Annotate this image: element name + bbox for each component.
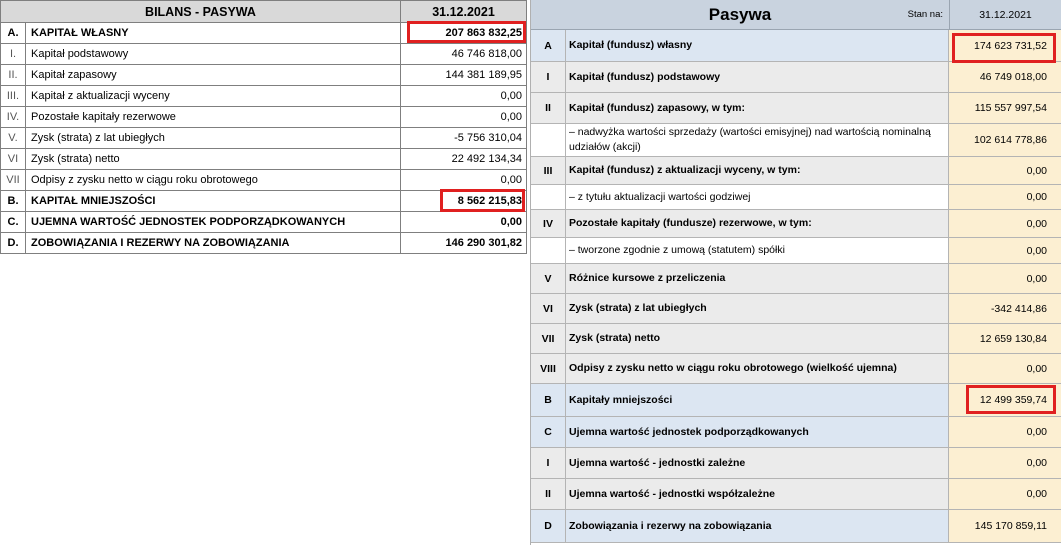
left-row-label: UJEMNA WARTOŚĆ JEDNOSTEK PODPORZĄDKOWANYCH: [26, 212, 401, 232]
right-row: [531, 238, 1061, 264]
right-row: [531, 294, 1061, 324]
left-row-label: ZOBOWIĄZANIA I REZERWY NA ZOBOWIĄZANIA: [26, 233, 401, 253]
right-header-title-cell: [531, 0, 949, 29]
right-row-value: 0,00: [949, 157, 1061, 184]
right-row-number: VI: [531, 294, 566, 323]
left-row-number: VI: [1, 149, 26, 169]
right-row-value: 115 557 997,54: [949, 93, 1061, 123]
right-row-number: V: [531, 264, 566, 293]
right-row: [531, 510, 1061, 543]
right-row: [531, 185, 1061, 210]
right-row-label: Odpisy z zysku netto w ciągu roku obrotowego (wielkość ujemna): [566, 354, 949, 383]
right-row: [531, 417, 1061, 448]
right-row-label: Kapitały mniejszości: [566, 384, 949, 416]
left-row-value: -5 756 310,04: [454, 132, 522, 144]
right-row: [531, 157, 1061, 185]
right-header-row: [531, 0, 1061, 30]
left-row: [1, 65, 526, 86]
left-header-title: BILANS - PASYWA: [1, 1, 401, 22]
right-row-number: C: [531, 417, 566, 447]
right-row-value: 0,00: [949, 354, 1061, 383]
left-header-date: 31.12.2021: [432, 4, 495, 19]
left-row: [1, 86, 526, 107]
left-row: [1, 149, 526, 170]
left-row-value: 144 381 189,95: [445, 69, 522, 81]
left-row-value: 22 492 134,34: [451, 153, 522, 165]
left-row-value: 146 290 301,82: [445, 237, 522, 249]
right-row-value: 0,00: [949, 264, 1061, 293]
right-row-value: 46 749 018,00: [949, 62, 1061, 92]
right-row-value: 12 659 130,84: [949, 324, 1061, 353]
left-row-label: Zysk (strata) netto: [26, 149, 401, 169]
right-row-number: VIII: [531, 354, 566, 383]
right-row-number: III: [531, 157, 566, 184]
right-row-number: VII: [531, 324, 566, 353]
right-row: [531, 62, 1061, 93]
left-row-number: I.: [1, 44, 26, 64]
highlight-left-kapital-mniejszosci: [440, 189, 525, 212]
right-row-label: Kapitał (fundusz) z aktualizacji wyceny, w tym:: [566, 157, 949, 184]
left-row-value: 0,00: [500, 90, 522, 102]
right-row-number: [531, 238, 566, 263]
left-row: [1, 107, 526, 128]
left-row-label: Kapitał z aktualizacji wyceny: [26, 86, 401, 106]
stan-na-label: Stan na:: [907, 9, 943, 20]
left-row-label: KAPITAŁ MNIEJSZOŚCI: [26, 191, 401, 211]
left-header-row: [1, 1, 526, 23]
highlight-right-kapitaly-mniejszosci: [966, 385, 1056, 414]
right-header-title: Pasywa: [708, 4, 772, 24]
right-row: [531, 264, 1061, 294]
highlight-right-kapital-wlasny: [952, 33, 1056, 63]
right-row: [531, 448, 1061, 479]
right-row: [531, 479, 1061, 510]
right-header-date: 31.12.2021: [949, 0, 1061, 29]
left-row-number: III.: [1, 86, 26, 106]
right-row-label: Zobowiązania i rezerwy na zobowiązania: [566, 510, 949, 542]
right-row-label: – nadwyżka wartości sprzedaży (wartości emisyjnej) nad wartością nominalną udziałów (akcji): [566, 124, 949, 156]
left-row: [1, 212, 526, 233]
left-row-label: Pozostałe kapitały rezerwowe: [26, 107, 401, 127]
right-row-number: [531, 124, 566, 156]
right-row-label: Kapitał (fundusz) podstawowy: [566, 62, 949, 92]
right-row: [531, 354, 1061, 384]
left-row-value: 8 562 215,83: [457, 195, 522, 207]
right-row-value: -342 414,86: [949, 294, 1061, 323]
right-row-number: I: [531, 448, 566, 478]
right-row: [531, 93, 1061, 124]
left-row-value: 207 863 832,25: [445, 27, 522, 39]
right-row-value: 102 614 778,86: [949, 124, 1061, 156]
left-row: [1, 170, 526, 191]
highlight-left-kapital-wlasny: [407, 21, 526, 43]
right-balance-table: [530, 0, 1061, 545]
left-row-value: 0,00: [500, 216, 522, 228]
right-row-value: 145 170 859,11: [949, 510, 1061, 542]
right-row-number: II: [531, 479, 566, 509]
right-row-value: 174 623 731,52: [949, 30, 1061, 61]
left-row-number: B.: [1, 191, 26, 211]
right-row-number: IV: [531, 210, 566, 237]
left-row-number: A.: [1, 23, 26, 43]
right-row-label: – z tytułu aktualizacji wartości godziwej: [566, 185, 949, 209]
right-row-value: 0,00: [949, 238, 1061, 263]
right-row-number: D: [531, 510, 566, 542]
right-row-label: Ujemna wartość - jednostki współzależne: [566, 479, 949, 509]
left-row-value: 0,00: [500, 174, 522, 186]
right-row-value: 0,00: [949, 479, 1061, 509]
left-row: [1, 44, 526, 65]
right-row-label: Pozostałe kapitały (fundusze) rezerwowe, w tym:: [566, 210, 949, 237]
left-row: [1, 233, 526, 254]
right-row-value: 12 499 359,74: [949, 384, 1061, 416]
right-row-number: I: [531, 62, 566, 92]
left-row-number: D.: [1, 233, 26, 253]
right-row-label: Zysk (strata) z lat ubiegłych: [566, 294, 949, 323]
left-row-number: VII: [1, 170, 26, 190]
left-row-label: Zysk (strata) z lat ubiegłych: [26, 128, 401, 148]
right-row-number: B: [531, 384, 566, 416]
left-row-label: Odpisy z zysku netto w ciągu roku obrotowego: [26, 170, 401, 190]
right-row-label: Kapitał (fundusz) zapasowy, w tym:: [566, 93, 949, 123]
left-row-number: IV.: [1, 107, 26, 127]
left-row-label: Kapitał podstawowy: [26, 44, 401, 64]
right-row-value: 0,00: [949, 210, 1061, 237]
right-row-number: A: [531, 30, 566, 61]
right-row-label: Ujemna wartość - jednostki zależne: [566, 448, 949, 478]
right-row: [531, 210, 1061, 238]
right-row-label: Kapitał (fundusz) własny: [566, 30, 949, 61]
right-row-value: 0,00: [949, 417, 1061, 447]
right-row: [531, 324, 1061, 354]
right-row-value: 0,00: [949, 185, 1061, 209]
left-row-label: KAPITAŁ WŁASNY: [26, 23, 401, 43]
right-row-value: 0,00: [949, 448, 1061, 478]
right-row-label: Ujemna wartość jednostek podporządkowanych: [566, 417, 949, 447]
left-row-number: II.: [1, 65, 26, 85]
right-row-number: [531, 185, 566, 209]
left-row-number: C.: [1, 212, 26, 232]
left-row-number: V.: [1, 128, 26, 148]
right-row-label: – tworzone zgodnie z umową (statutem) spółki: [566, 238, 949, 263]
right-row: [531, 124, 1061, 157]
left-row: [1, 128, 526, 149]
right-row-label: Zysk (strata) netto: [566, 324, 949, 353]
right-row-number: II: [531, 93, 566, 123]
left-row-value: 46 746 818,00: [451, 48, 522, 60]
left-row-value: 0,00: [500, 111, 522, 123]
right-row-label: Różnice kursowe z przeliczenia: [566, 264, 949, 293]
left-row-label: Kapitał zapasowy: [26, 65, 401, 85]
